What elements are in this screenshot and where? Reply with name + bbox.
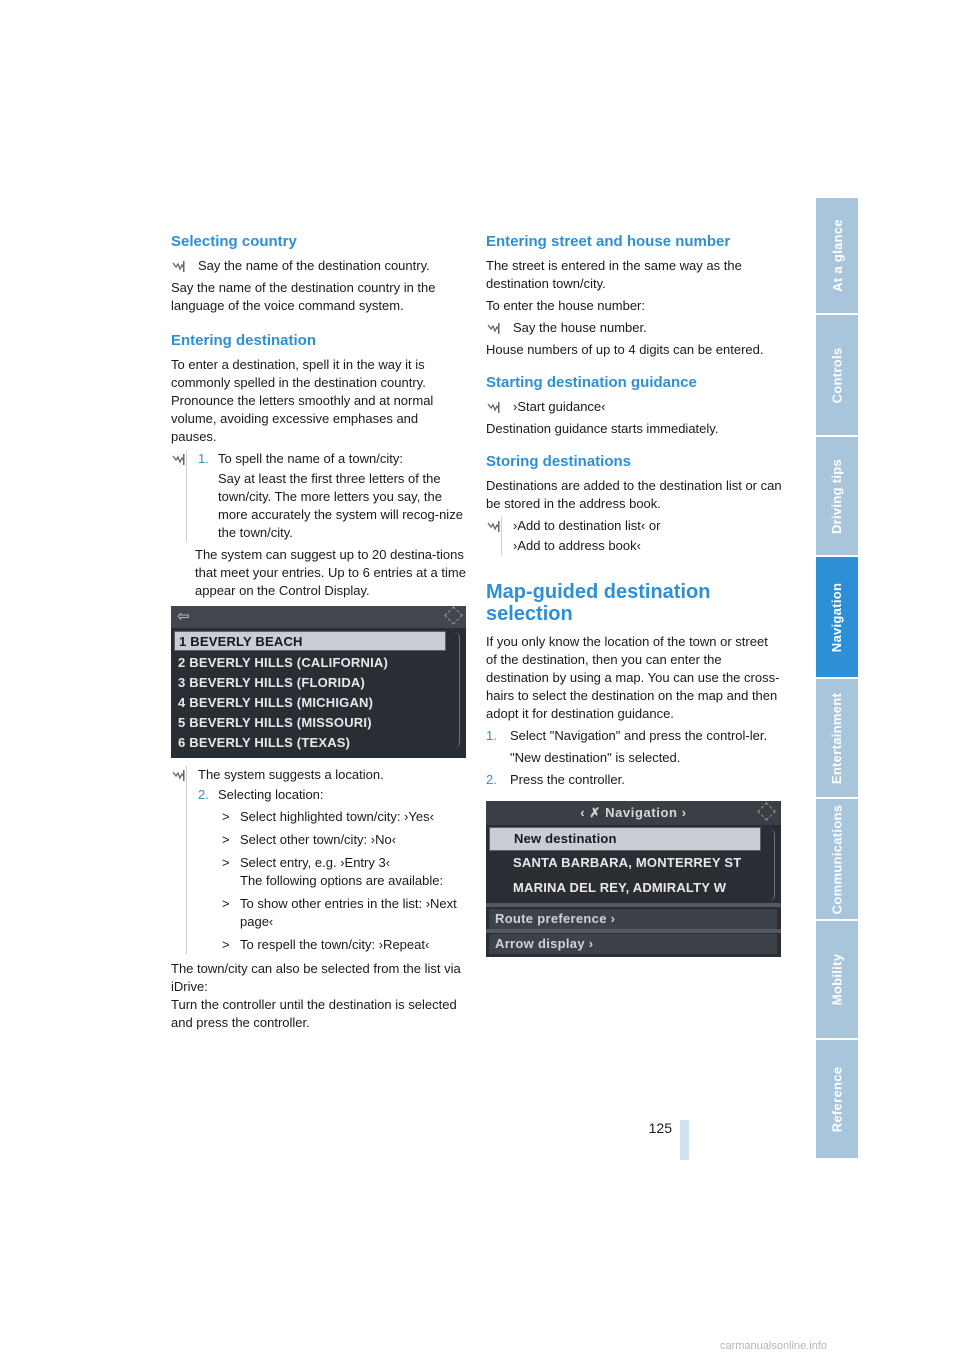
tab-at-a-glance[interactable]: At a glance (816, 198, 858, 315)
bullet-item: > Select highlighted town/city: ›Yes‹ (222, 809, 434, 824)
section-tabs (816, 198, 858, 1160)
bullet-item: > To show other entries in the list: ›Next page‹ (222, 896, 457, 929)
tab-mobility[interactable]: Mobility (816, 921, 858, 1040)
voice-command-icon (486, 400, 502, 414)
menu-item-new-destination[interactable]: New destination (489, 827, 761, 851)
heading-entering-destination: Entering destination (171, 332, 317, 349)
voice-step-1: 1. To spell the name of a town/city: Say at least the first three letters of the town/city. The more letters you say, the more accurately the system will recog-nize the town/city. (171, 450, 466, 542)
list-item[interactable]: MARINA DEL REY, ADMIRALTY W (513, 880, 727, 895)
right-column: Entering street and house number The street is entered in the same way as the destination town/city. To enter the house number: Say the house number. House numbers of up to 4 digits can be entered. Starting destination guidance ›Start guidance‹ Destination guidance starts immediately. Storing destinations Destinations are added to the destination list or can be stored in the address book. ›Add to destination list‹ or ›Add to address book‹ Map-guided destination selection If you only know the location of the town or street of the destination, then you can enter the destination by using a map. You can use the cross-hairs to select the destination on the map and then adopt it for destination guidance. 1. Select "Navigation" and press the control-ler. "New destination" is selected. 2. Press the controller. ‹ ✗ Navigation › New destination SANTA BARBARA, MONTERREY ST MARINA DEL REY, ADMIRALTY W Route preference › Arrow display › (486, 226, 782, 965)
display-top-bar (486, 801, 781, 825)
menu-item-route-preference[interactable]: Route preference › (489, 909, 777, 929)
menu-item-arrow-display[interactable]: Arrow display › (489, 934, 777, 954)
storing-text: Destinations are added to the destination list or can be stored in the address book. (486, 478, 782, 511)
voice-command-country: Say the name of the destination country. (171, 257, 466, 275)
voice-command-icon (171, 452, 187, 466)
tab-entertainment[interactable]: Entertainment (816, 679, 858, 799)
control-display-destination-list (171, 606, 466, 758)
heading-selecting-country: Selecting country (171, 233, 297, 250)
page-marker (680, 1120, 689, 1160)
voice-start-guidance: ›Start guidance‹ (486, 398, 782, 416)
voice-command-icon (171, 768, 187, 782)
street-text: The street is entered in the same way as the destination town/city. (486, 258, 742, 291)
page-number: 125 (648, 1120, 672, 1136)
voice-command-icon (486, 321, 502, 335)
back-arrow-icon[interactable]: ⇦ (177, 608, 190, 625)
list-item[interactable]: 2 BEVERLY HILLS (CALIFORNIA) (178, 655, 389, 670)
bullet-item: > Select other town/city: ›No‹ (222, 832, 397, 847)
house-intro: To enter the house number: (486, 298, 645, 313)
voice-command-icon (486, 519, 502, 533)
footer-watermark: carmanualsonline.info (720, 1340, 828, 1352)
tab-communications[interactable]: Communications (816, 799, 858, 921)
voice-house-number: Say the house number. (486, 319, 782, 337)
bullet-item: > Select entry, e.g. ›Entry 3‹ (222, 855, 391, 870)
list-item[interactable]: 3 BEVERLY HILLS (FLORIDA) (178, 675, 366, 690)
list-item[interactable]: 4 BEVERLY HILLS (MICHIGAN) (178, 695, 374, 710)
tab-reference[interactable]: Reference (816, 1040, 858, 1160)
display-top-bar (171, 606, 466, 628)
list-item[interactable]: 5 BEVERLY HILLS (MISSOURI) (178, 715, 372, 730)
list-item[interactable]: 1 BEVERLY BEACH (174, 631, 446, 651)
bullet-item: > To respell the town/city: ›Repeat‹ (222, 937, 430, 952)
destination-text: To enter a destination, spell it in the way it is commonly spelled in the destination country. Pronounce the letters smoothly and at normal volume, avoiding excessive emphases and pauses. (171, 357, 434, 444)
list-item[interactable]: SANTA BARBARA, MONTERREY ST (513, 855, 742, 870)
navigation-title: ‹ ✗ Navigation › (580, 805, 687, 820)
guidance-text: Destination guidance starts immediately. (486, 421, 719, 436)
tab-driving-tips[interactable]: Driving tips (816, 437, 858, 557)
heading-storing: Storing destinations (486, 453, 632, 470)
scroll-indicator[interactable] (769, 829, 775, 901)
suggest-text: The system can suggest up to 20 destina-tions that meet your entries. Up to 6 entries at a time appear on the Control Display. (195, 547, 466, 598)
options-icon[interactable] (444, 606, 462, 624)
tab-controls[interactable]: Controls (816, 315, 858, 437)
idrive-text-2: Turn the controller until the destination is selected and press the controller. (171, 997, 457, 1030)
voice-store: ›Add to destination list‹ or ›Add to address book‹ (486, 517, 782, 555)
list-item[interactable]: 6 BEVERLY HILLS (TEXAS) (178, 735, 351, 750)
map-text: If you only know the location of the town or street of the destination, then you can enter the destination by using a map. You can use the cross-hairs to select the destination on the map and then adopt it for destination guidance. (486, 634, 780, 721)
voice-step-2: The system suggests a location. 2. Selecting location: > Select highlighted town/city: ›Yes‹ > Select other town/city: ›No‹ > Select entry, e.g. ›Entry 3‹ The following options are available: > To show other entries in the list: ›Next page‹ > To respell the town/city: ›Repeat‹ (171, 766, 466, 954)
heading-guidance: Starting destination guidance (486, 374, 697, 391)
idrive-text: The town/city can also be selected from the list via iDrive: (171, 961, 461, 994)
tab-navigation[interactable]: Navigation (816, 557, 858, 679)
left-column (171, 226, 466, 1036)
heading-street: Entering street and house number (486, 233, 731, 250)
voice-command-icon (171, 259, 187, 273)
control-display-navigation-menu (486, 801, 781, 957)
house-text: House numbers of up to 4 digits can be entered. (486, 342, 764, 357)
scroll-indicator[interactable] (454, 632, 460, 748)
heading-map-guided: Map-guided destination selection (486, 581, 711, 625)
country-text: Say the name of the destination country in the language of the voice command system. (171, 280, 436, 313)
